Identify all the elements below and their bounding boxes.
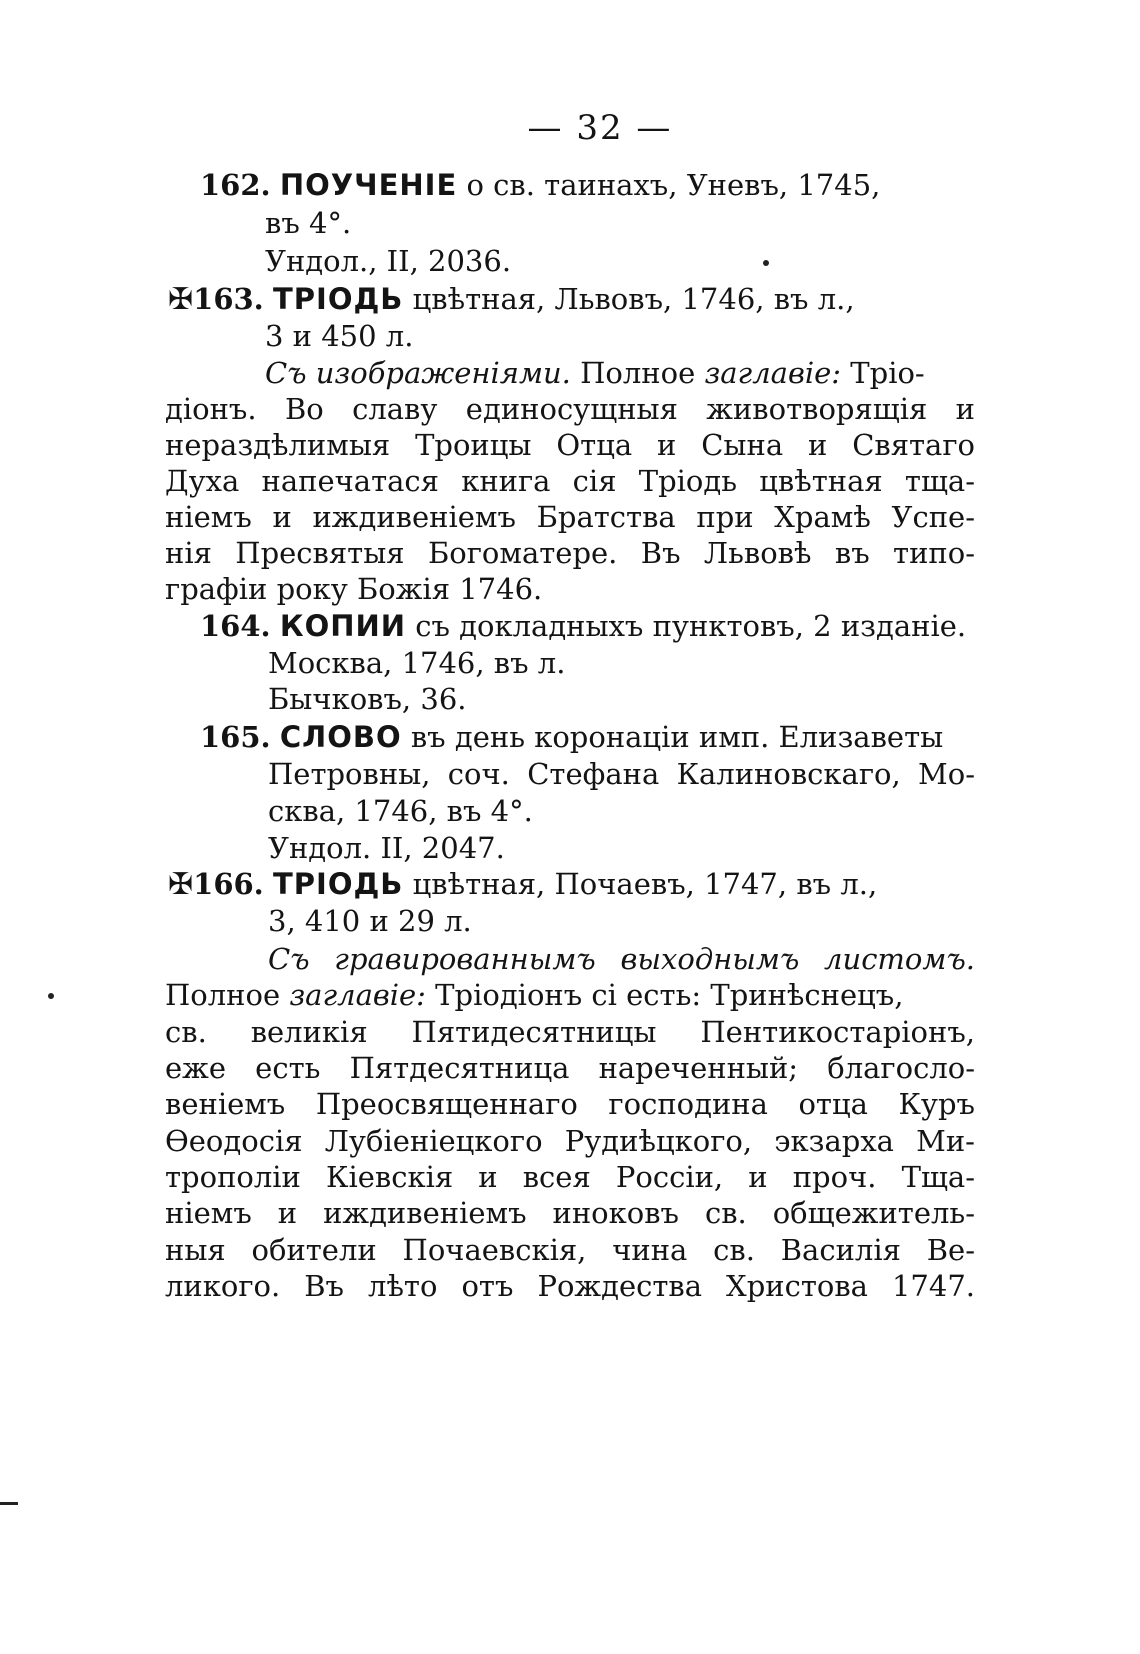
entry-163-para-line: ніемъ и иждивеніемъ Братства при Храмѣ Успе- — [165, 500, 975, 534]
entry-162-line-2: въ 4°. — [265, 206, 352, 240]
entry-text: съ докладныхъ пунктовъ, 2 изданіе. — [406, 609, 967, 643]
entry-165-line-4: Ундол. II, 2047. — [268, 831, 505, 865]
cross-mark-icon: ✠ — [168, 282, 194, 317]
entry-headword: ПОУЧЕНІЕ — [279, 168, 458, 202]
scan-speck — [763, 260, 769, 266]
entry-166-line-2: 3, 410 и 29 л. — [268, 904, 472, 938]
page-number: — 32 — — [527, 108, 673, 148]
entry-text: о св. таинахъ, Уневъ, 1745, — [457, 168, 881, 202]
cross-mark-icon: ✠ — [168, 867, 194, 902]
entry-headword: КОПИИ — [279, 609, 407, 643]
note-italic-2: заглавіе: — [704, 356, 842, 390]
entry-165-line-3: сква, 1746, въ 4°. — [268, 794, 533, 828]
para-text-rest: Тріодіонъ сі есть: Тринѣснецъ, — [425, 978, 904, 1012]
entry-165-line-1 — [200, 717, 980, 757]
entry-163-para-line: нія Пресвятыя Богоматере. Въ Львовѣ въ типо- — [165, 536, 975, 570]
entry-163-para-line: графіи року Божія 1746. — [165, 572, 543, 606]
entry-166-para-first — [165, 975, 975, 1015]
entry-headword: ТРІОДЬ — [273, 867, 404, 901]
entry-166-para-line: еже есть Пятдесятница нареченный; благосло- — [165, 1051, 975, 1085]
entry-number: 165. — [200, 720, 271, 754]
entry-number: 163. — [193, 282, 264, 316]
note-text-rest: Тріо- — [841, 356, 925, 390]
entry-headword: ТРІОДЬ — [273, 282, 404, 316]
entry-162-line-3: Ундол., II, 2036. — [265, 244, 512, 278]
entry-166-para-line: ныя обители Почаевскія, чина св. Василія Ве- — [165, 1233, 975, 1267]
entry-163-para-line: діонъ. Во славу единосущныя животворящія и — [165, 392, 975, 426]
note-text: Полное — [570, 356, 705, 390]
entry-166-para-line: веніемъ Преосвященнаго господина отца Куръ — [165, 1087, 975, 1121]
note-italic: Съ изображеніями. — [265, 356, 571, 390]
entry-164-line-3: Бычковъ, 36. — [268, 682, 467, 716]
entry-text: въ день коронаціи имп. Елизаветы — [401, 720, 944, 754]
entry-number: 164. — [200, 609, 271, 643]
entry-number: 166. — [193, 867, 264, 901]
entry-headword: СЛОВО — [279, 720, 402, 754]
para-text: Полное — [165, 978, 290, 1012]
entry-164-line-2: Москва, 1746, въ л. — [268, 646, 566, 680]
entry-166-line-1 — [168, 864, 980, 905]
scan-edge-mark — [0, 1502, 18, 1505]
entry-163-para-line: Духа напечатася книга сія Тріодь цвѣтная тща- — [165, 464, 975, 498]
entry-number: 162. — [200, 168, 271, 202]
entry-163-note — [265, 353, 975, 393]
entry-165-line-2: Петровны, соч. Стефана Калиновскаго, Мо- — [268, 757, 975, 791]
entry-162-line-1 — [200, 165, 980, 205]
entry-164-line-1 — [200, 606, 980, 646]
entry-166-para-line: св. великія Пятидесятницы Пентикостаріонъ, — [165, 1015, 975, 1049]
entry-166-para-line: ніемъ и иждивеніемъ иноковъ св. общежитель- — [165, 1196, 975, 1230]
entry-166-note: Съ гравированнымъ выходнымъ листомъ. — [268, 942, 975, 976]
entry-163-para-line: нераздѣлимыя Троицы Отца и Сына и Святаго — [165, 428, 975, 462]
entry-163-line-1 — [168, 279, 980, 320]
entry-text: цвѣтная, Львовъ, 1746, въ л., — [403, 282, 855, 316]
para-italic: заглавіе: — [289, 978, 426, 1012]
entry-text: цвѣтная, Почаевъ, 1747, въ л., — [403, 867, 878, 901]
entry-166-para-line: трополіи Кіевскія и всея Россіи, и проч. Тща- — [165, 1160, 975, 1194]
entry-163-line-2: 3 и 450 л. — [265, 319, 414, 353]
entry-166-para-line: Ѳеодосія Лубіеніецкого Рудиѣцкого, экзарха Ми- — [165, 1124, 975, 1158]
scan-speck — [48, 993, 54, 999]
entry-166-para-line: ликого. Въ лѣто отъ Рождества Христова 1747. — [165, 1269, 975, 1303]
